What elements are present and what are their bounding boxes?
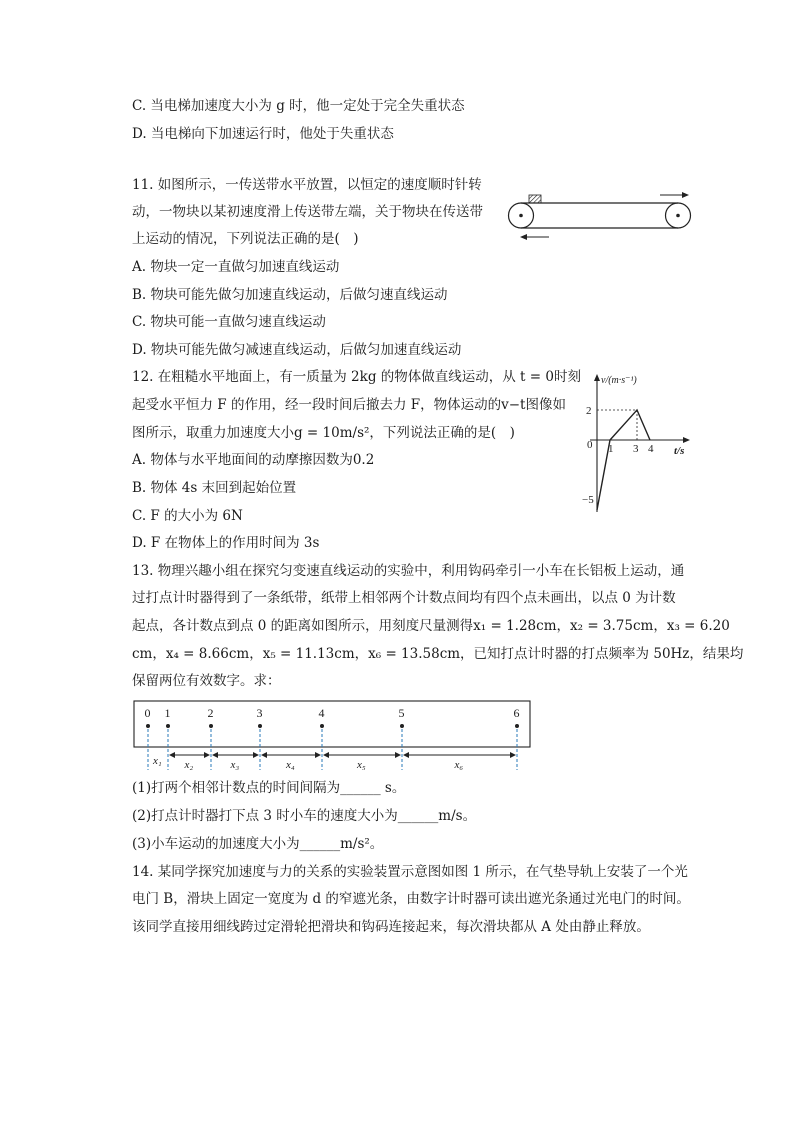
q11-option-b: B. 物块可能先做匀加速直线运动，后做匀速直线运动 (132, 287, 448, 303)
tape-dot-1 (166, 724, 170, 728)
y-tick-neg5: −5 (582, 494, 594, 506)
tape-point-label-5: 5 (398, 706, 405, 720)
q11-stem-line3: 上运动的情况，下列说法正确的是( ) (132, 231, 359, 247)
segment-label-4: x₄ (286, 759, 295, 771)
tape-point-label-0: 0 (144, 706, 151, 720)
x-axis-label: t/s (674, 445, 685, 457)
tape-point-label-4: 4 (318, 706, 325, 720)
q10-option-d: D. 当电梯向下加速运行时，他处于失重状态 (132, 126, 394, 142)
x-tick-1: 1 (608, 443, 614, 455)
q12-option-b: B. 物体 4s 末回到起始位置 (132, 480, 297, 496)
q14-stem-line3: 该同学直接用细线跨过定滑轮把滑块和钩码连接起来，每次滑块都从 A 处由静止释放。 (132, 919, 650, 935)
q13-stem-line5: 保留两位有效数字。求： (132, 673, 281, 689)
q12-option-d: D. F 在物体上的作用时间为 3s (132, 535, 320, 551)
q11-option-d: D. 物块可能先做匀减速直线运动，后做匀加速直线运动 (132, 342, 462, 358)
q14-stem-line2: 电门 B，滑块上固定一宽度为 d 的窄遮光条，由数字计时器可读出遮光条通过光电门的时间。 (132, 891, 690, 907)
q13-stem-line2: 过打点计时器得到了一条纸带，纸带上相邻两个计数点间均有四个点未画出，以点 0 为计数 (132, 590, 676, 606)
q13-stem-line4: cm，x₄ = 8.66cm，x₅ = 11.13cm，x₆ = 13.58cm，已知打点计时器的打点频率为 50Hz，结果均 (132, 646, 744, 662)
q12-stem-line3: 图所示，取重力加速度大小g = 10m/s²，下列说法正确的是( ) (132, 425, 515, 441)
segment-label-1: x₁ (153, 755, 162, 767)
tape-point-label-2: 2 (207, 706, 214, 720)
segment-label-3: x₃ (230, 759, 240, 771)
segment-label-6: x₆ (454, 759, 464, 771)
q13-sub3: (3)小车运动的加速度大小为______m/s²。 (132, 836, 384, 852)
q11-option-a: A. 物块一定一直做匀加速直线运动 (132, 259, 340, 275)
q12-option-c: C. F 的大小为 6N (132, 508, 243, 524)
segment-label-5: x₅ (357, 759, 366, 771)
q12-stem-line1: 12. 在粗糙水平地面上，有一质量为 2kg 的物体做直线运动，从 t = 0时刻 (132, 369, 581, 385)
tape-strip (134, 701, 530, 747)
origin-label: 0 (587, 439, 593, 451)
vt-graph (570, 370, 695, 520)
paper-tape-figure (130, 698, 535, 772)
q12-option-a: A. 物体与水平地面间的动摩擦因数为0.2 (132, 452, 375, 468)
conveyor-belt-figure (500, 185, 700, 247)
q11-stem-line1: 11. 如图所示，一传送带水平放置，以恒定的速度顺时针转 (132, 177, 482, 193)
q13-sub2: (2)打点计时器打下点 3 时小车的速度大小为______m/s。 (132, 808, 477, 824)
tape-point-label-6: 6 (513, 706, 520, 720)
segment-label-2: x₂ (184, 759, 194, 771)
q13-stem-line3: 起点，各计数点到点 0 的距离如图所示，用刻度尺量测得x₁ = 1.28cm，x₂ = 3.75cm，x₃ = 6.20 (132, 618, 730, 634)
q10-option-c: C. 当电梯加速度大小为 g 时，他一定处于完全失重状态 (132, 98, 465, 114)
q13-sub1: (1)打两个相邻计数点的时间间隔为______ s。 (132, 780, 406, 796)
q13-stem-line1: 13. 物理兴趣小组在探究匀变速直线运动的实验中，利用钩码牵引一小车在长铝板上运动，通 (132, 563, 685, 579)
q14-stem-line1: 14. 某同学探究加速度与力的关系的实验装置示意图如图 1 所示，在气垫导轨上安装了一个光 (132, 864, 688, 880)
x-tick-3: 3 (633, 443, 639, 455)
velocity-line (597, 410, 650, 510)
q11-option-c: C. 物块可能一直做匀速直线运动 (132, 314, 326, 330)
tape-dot-3 (258, 724, 262, 728)
tape-point-label-1: 1 (164, 706, 171, 720)
block (529, 195, 541, 203)
tape-dot-2 (209, 724, 213, 728)
tape-dot-0 (146, 724, 150, 728)
tape-dot-6 (515, 724, 519, 728)
q12-stem-line2: 起受水平恒力 F 的作用，经一段时间后撤去力 F，物体运动的v−t图像如 (132, 397, 566, 413)
q11-stem-line2: 动，一物块以某初速度滑上传送带左端，关于物块在传送带 (132, 204, 483, 220)
y-axis-label: v/(m·s⁻¹) (601, 375, 637, 386)
x-tick-4: 4 (648, 443, 654, 455)
tape-dot-4 (320, 724, 324, 728)
tape-point-label-3: 3 (256, 706, 263, 720)
y-tick-2: 2 (586, 405, 592, 417)
tape-dot-5 (400, 724, 404, 728)
